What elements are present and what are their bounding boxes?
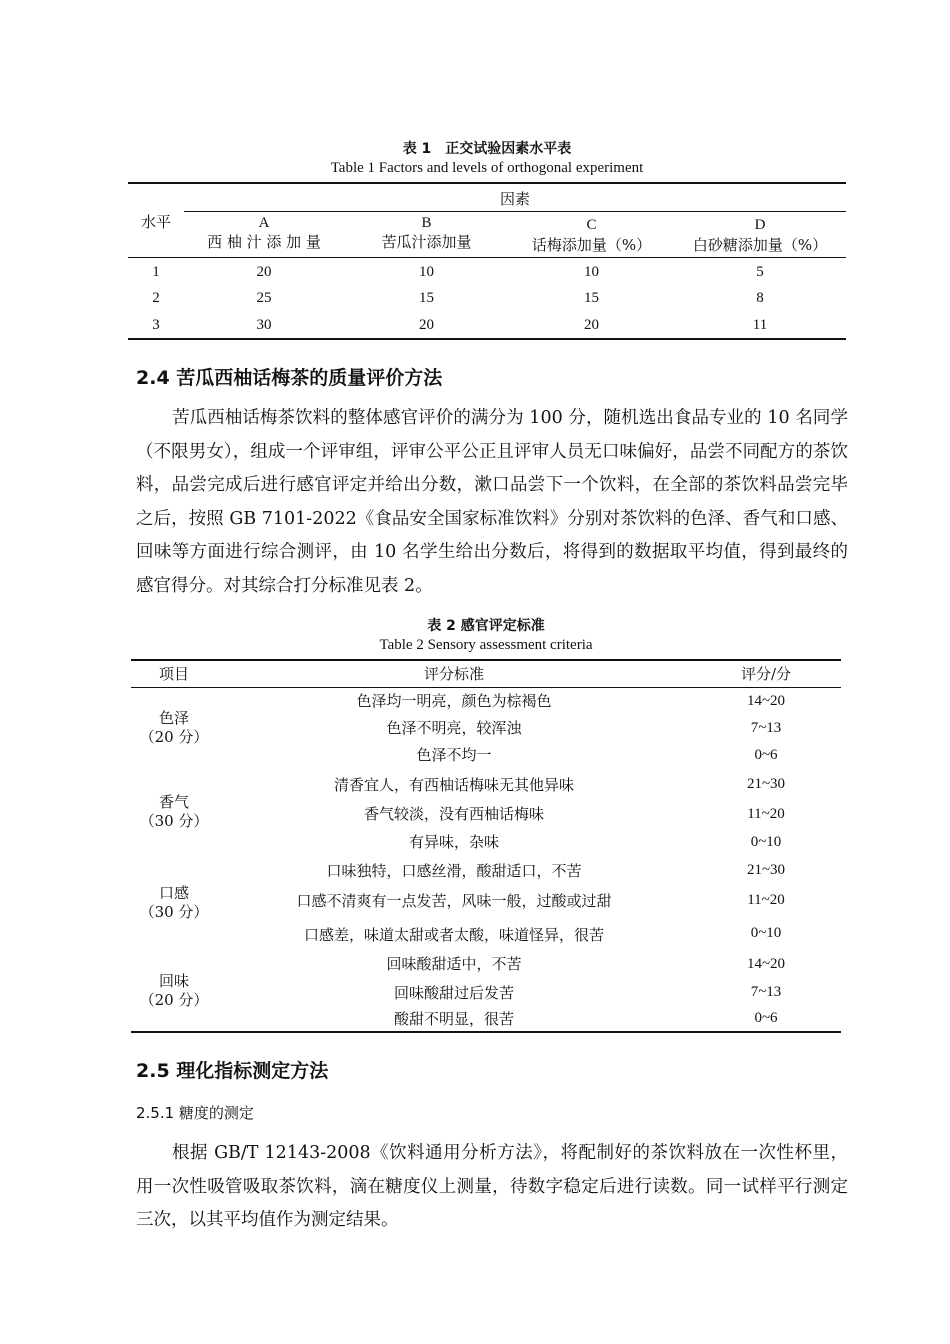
table1-factor-rule xyxy=(184,211,846,212)
table2-score: 14~20 xyxy=(746,693,786,709)
subsection-heading-2-5-1: 2.5.1 糖度的测定 xyxy=(136,1104,254,1122)
table1-factor-code-c: C xyxy=(586,217,597,233)
table1-cell: 30 xyxy=(256,317,272,333)
table2-criterion: 清香宜人，有西柚话梅味无其他异味 xyxy=(333,776,574,794)
table2-criterion: 色泽不明亮，较浑浊 xyxy=(386,719,522,737)
table2-criterion: 色泽不均一 xyxy=(416,746,492,764)
table2-header-criteria: 评分标准 xyxy=(423,665,484,683)
section-2-4-paragraph xyxy=(136,402,848,603)
table2-top-rule xyxy=(131,659,841,661)
table1-level: 1 xyxy=(152,264,160,280)
table2-score: 0~6 xyxy=(754,1010,778,1026)
table1-factor-code-d: D xyxy=(754,217,766,233)
section-2-5-1-paragraph xyxy=(136,1137,848,1238)
table1-header-rule xyxy=(128,257,846,258)
table1-cell: 20 xyxy=(419,317,434,333)
table2-criterion: 回味酸甜过后发苦 xyxy=(393,984,514,1002)
table1-cell: 15 xyxy=(584,290,599,306)
table2-group-name: 色泽 xyxy=(158,709,189,727)
table1-cell: 10 xyxy=(584,264,599,280)
table2-criterion: 酸甜不明显，很苦 xyxy=(393,1010,514,1028)
table2-criterion: 回味酸甜适中，不苦 xyxy=(386,955,522,973)
table2-group-points: （30 分） xyxy=(139,903,209,921)
table2-group-points: （20 分） xyxy=(139,991,209,1009)
table2-caption-en: Table 2 Sensory assessment criteria xyxy=(379,637,593,653)
section-heading-2-4: 2.4 苦瓜西柚话梅茶的质量评价方法 xyxy=(136,367,443,389)
table2-header-score: 评分/分 xyxy=(740,665,792,683)
table1-factor-name-b: 苦瓜汁添加量 xyxy=(381,233,472,251)
table2-caption-cn: 表 2 感官评定标准 xyxy=(427,618,545,634)
table2-criterion: 口味独特，口感丝滑，酸甜适口，不苦 xyxy=(326,862,582,880)
table1-top-rule xyxy=(128,182,846,184)
paragraph-text: 苦瓜西柚话梅茶饮料的整体感官评价的满分为 100 分，随机选出食品专业的 10 名同学（不限男女），组成一个评审组，评审公平公正且评审人员无口味偏好，品尝不同配方的茶饮料，品尝完成后进行感官评定并给出分数，漱口品尝下一个饮料，在全部的茶饮料品尝完毕之后，按照 GB 7101-2022《食品安全国家标准饮料》分别对茶饮料的色泽、香气和口感、回味等方面进行综合测评，由 10 名学生给出分数后，将得到的数据取平均值，得到最终的感官得分。对其综合打分标准见表 2。 xyxy=(136,408,848,596)
table2-header-rule xyxy=(131,687,841,688)
table2-score: 11~20 xyxy=(747,806,785,822)
table1-cell: 20 xyxy=(256,264,272,280)
table1-factor-name-a: 西 柚 汁 添 加 量 xyxy=(207,233,321,251)
table2-score: 14~20 xyxy=(746,956,786,972)
table2-group-name: 香气 xyxy=(158,793,189,811)
table2-score: 21~30 xyxy=(746,776,786,792)
table1-level: 3 xyxy=(152,317,160,333)
table1-level-header: 水平 xyxy=(140,213,171,231)
table1-factor-name-d: 白砂糖添加量（%） xyxy=(692,236,828,254)
paragraph-text: 根据 GB/T 12143-2008《饮料通用分析方法》，将配制好的茶饮料放在一次性杯里，用一次性吸管吸取茶饮料，滴在糖度仪上测量，待数字稳定后进行读数。同一试样平行测定三次，以其平均值作为测定结果。 xyxy=(136,1143,848,1230)
table1-cell: 20 xyxy=(584,317,599,333)
table2-group-name: 回味 xyxy=(158,972,189,990)
table2-score: 7~13 xyxy=(750,720,782,736)
table2-score: 21~30 xyxy=(746,862,786,878)
table1-cell: 25 xyxy=(256,290,272,306)
table1-factor-code-b: B xyxy=(421,215,432,231)
table2-score: 0~6 xyxy=(754,747,778,763)
table2-score: 7~13 xyxy=(750,984,782,1000)
table2-score: 11~20 xyxy=(747,892,785,908)
table1-caption-en: Table 1 Factors and levels of orthogonal experiment xyxy=(330,160,644,176)
table2-header-item: 项目 xyxy=(158,665,189,683)
table2-score: 0~10 xyxy=(750,925,782,941)
table1-level: 2 xyxy=(152,290,160,306)
table2-criterion: 香气较淡，没有西柚话梅味 xyxy=(363,805,544,823)
table1-factor-code-a: A xyxy=(258,215,270,231)
table1-factor-header: 因素 xyxy=(499,190,530,208)
table2-score: 0~10 xyxy=(750,834,782,850)
table2-group-points: （30 分） xyxy=(139,812,209,830)
table2-group-points: （20 分） xyxy=(139,728,209,746)
table1-cell: 15 xyxy=(419,290,434,306)
table2-criterion: 色泽均一明亮，颜色为棕褐色 xyxy=(356,692,552,710)
table1-factor-name-c: 话梅添加量（%） xyxy=(531,236,652,254)
table1-caption-cn: 表 1 正交试验因素水平表 xyxy=(402,141,572,157)
table1-bottom-rule xyxy=(128,338,846,340)
table1-cell: 5 xyxy=(756,264,764,280)
table2-bottom-rule xyxy=(131,1031,841,1033)
section-heading-2-5: 2.5 理化指标测定方法 xyxy=(136,1060,329,1082)
table2-criterion: 口感差，味道太甜或者太酸，味道怪异，很苦 xyxy=(303,926,604,944)
table2-group-name: 口感 xyxy=(158,884,189,902)
table1-cell: 11 xyxy=(752,317,768,333)
table1-cell: 8 xyxy=(756,290,764,306)
table2-criterion: 口感不清爽有一点发苦，风味一般，过酸或过甜 xyxy=(296,892,612,910)
table2-criterion: 有异味，杂味 xyxy=(408,833,499,851)
table1-cell: 10 xyxy=(419,264,434,280)
